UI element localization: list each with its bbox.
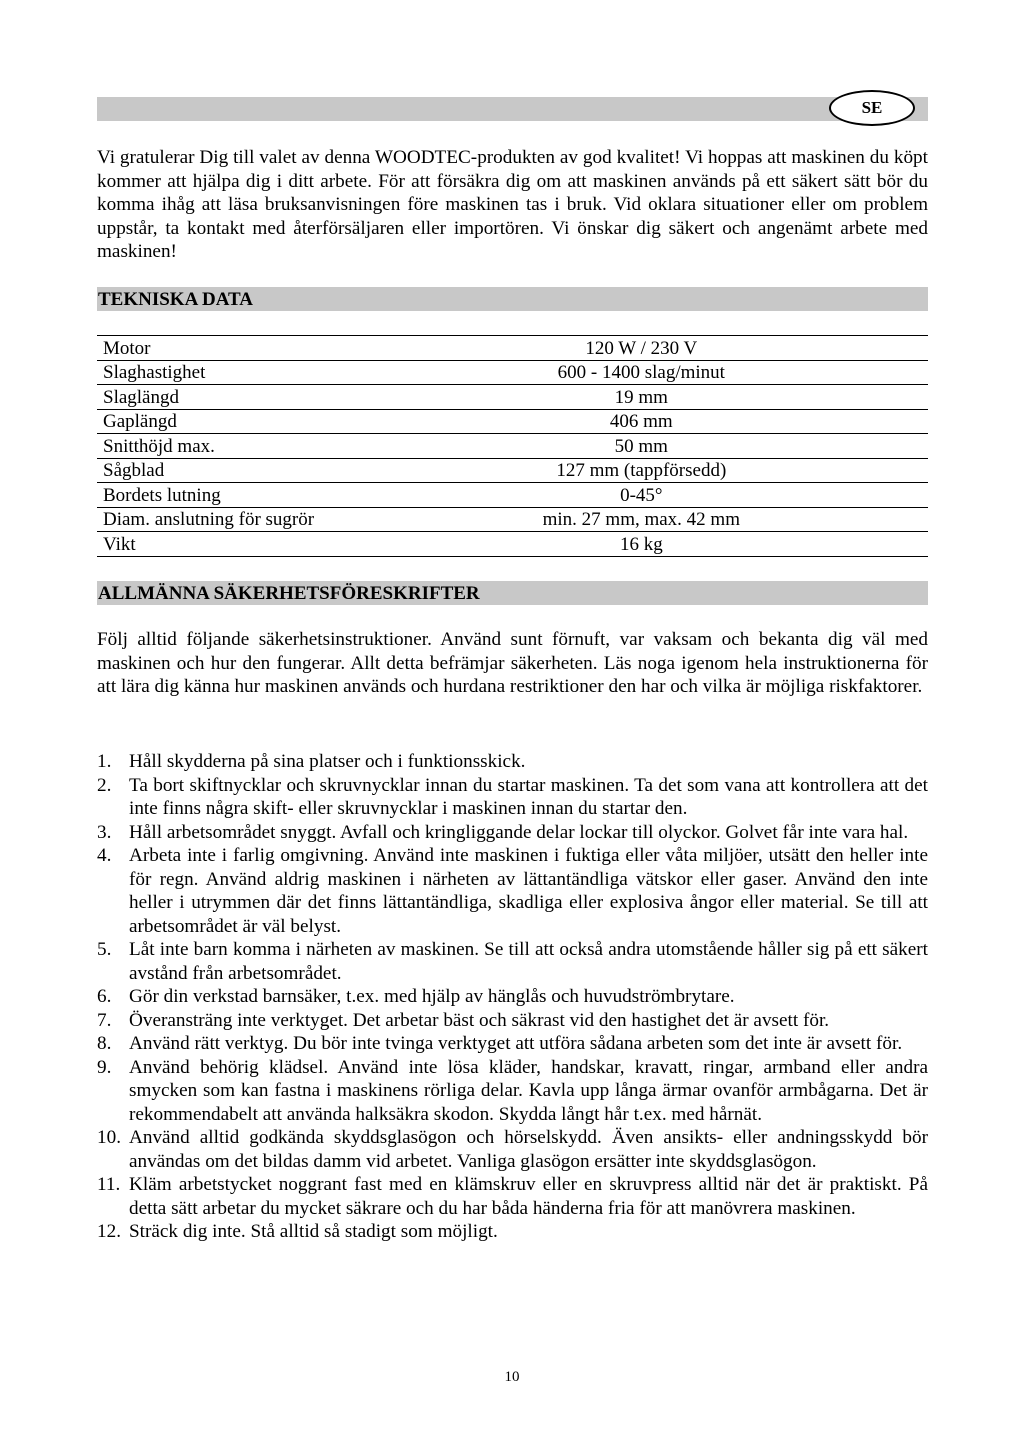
list-item-text: Håll arbetsområdet snyggt. Avfall och kringliggande delar lockar till olyckor. Golvet får inte vara hal.: [129, 821, 909, 843]
spec-label: Slaghastighet: [97, 360, 355, 385]
header-bar: [97, 97, 928, 121]
table-row: [97, 409, 928, 434]
table-row: [97, 507, 928, 532]
list-item: [97, 774, 928, 821]
spec-value: 0-45°: [355, 483, 928, 508]
tech-data-heading: TEKNISKA DATA: [97, 287, 928, 311]
list-item: [97, 985, 928, 1009]
page-number: 10: [504, 1369, 520, 1385]
spec-label: Gaplängd: [97, 409, 355, 434]
safety-rules-list: [97, 750, 928, 1244]
list-item: [97, 1056, 928, 1127]
spec-label: Slaglängd: [97, 385, 355, 410]
spec-label: Bordets lutning: [97, 483, 355, 508]
spec-label: Sågblad: [97, 458, 355, 483]
list-item: [97, 1173, 928, 1220]
list-item-number: 12.: [97, 1221, 121, 1242]
list-item-number: 10.: [97, 1127, 121, 1148]
table-row: [97, 434, 928, 459]
list-item-text: Låt inte barn komma i närheten av maskinen. Se till att också andra utomstående håller sig på ett säkert avstånd från arbetsområdet.: [129, 939, 928, 984]
spec-value: min. 27 mm, max. 42 mm: [355, 507, 928, 532]
list-item-text: Sträck dig inte. Stå alltid så stadigt som möjligt.: [129, 1221, 498, 1242]
spec-label: Snitthöjd max.: [97, 434, 355, 459]
list-item: [97, 750, 928, 774]
list-item-number: 1.: [97, 751, 112, 772]
list-item-text: Ta bort skiftnycklar och skruvnycklar innan du startar maskinen. Ta det som vana att kontrollera att det inte finns några skift- eller skruvnycklar i maskinen innan du startar den.: [129, 774, 928, 819]
list-item-text: Gör din verkstad barnsäker, t.ex. med hjälp av hänglås och huvudströmbrytare.: [129, 986, 735, 1007]
table-row: [97, 336, 928, 361]
list-item-number: 5.: [97, 939, 112, 960]
spec-value: 120 W / 230 V: [355, 336, 928, 361]
spec-label: Vikt: [97, 532, 355, 557]
spec-value: 16 kg: [355, 532, 928, 557]
list-item-text: Använd alltid godkända skyddsglasögon och hörselskydd. Även ansikts- eller andningsskydd bör användas om det bildas damm vid arbetet. Vanliga glasögon ersätter inte skyddsglasögon.: [129, 1127, 928, 1172]
list-item-text: Överansträng inte verktyget. Det arbetar bäst och säkrast vid den hastighet det är avsett för.: [129, 1009, 830, 1031]
spec-value: 600 - 1400 slag/minut: [355, 360, 928, 385]
list-item: [97, 844, 928, 938]
list-item: [97, 1009, 928, 1033]
table-row: [97, 532, 928, 557]
spec-value: 19 mm: [355, 385, 928, 410]
safety-intro-paragraph: Följ alltid följande säkerhetsinstruktioner. Använd sunt förnuft, var vaksam och bekanta dig väl med maskinen och hur den fungerar. Allt detta befrämjar säkerheten. Läs noga igenom hela instruktionerna för att lära dig känna hur maskinen används och hurdana restriktioner den har och vilka är möjliga riskfaktorer.: [97, 629, 928, 697]
table-row: [97, 483, 928, 508]
safety-heading: ALLMÄNNA SÄKERHETSFÖRESKRIFTER: [97, 581, 928, 605]
list-item-number: 2.: [97, 774, 112, 796]
list-item-text: Använd rätt verktyg. Du bör inte tvinga verktyget att utföra sådana arbeten som det inte är avsett för.: [129, 1033, 903, 1054]
list-item-number: 6.: [97, 986, 112, 1007]
spec-label: Diam. anslutning för sugrör: [97, 507, 355, 532]
list-item: [97, 938, 928, 985]
list-item-text: Kläm arbetstycket noggrant fast med en klämskruv eller en skruvpress alltid när det är praktiskt. På detta sätt arbetar du mycket säkrare och du har båda händerna fria för att manövrera maskinen.: [129, 1174, 928, 1219]
list-item: [97, 1220, 928, 1244]
list-item-number: 8.: [97, 1033, 112, 1054]
list-item: [97, 1126, 928, 1173]
intro-paragraph: Vi gratulerar Dig till valet av denna WOODTEC-produkten av god kvalitet! Vi hoppas att maskinen du köpt kommer att hjälpa dig i ditt arbete. För att försäkra dig om att maskinen används på ett säkert sätt bör du komma ihåg att läsa bruksanvisningen före maskinen tas i bruk. Vid oklara situationer eller om problem uppstår, ta kontakt med återförsäljaren eller importören. Vi önskar dig säkert och angenämt arbete med maskinen!: [97, 147, 928, 262]
list-item-text: Arbeta inte i farlig omgivning. Använd inte maskinen i fuktiga eller våta miljöer, utsätt den heller inte för regn. Använd aldrig maskinen i närheten av lättantändliga vätskor eller gaser. Använd den inte heller i utrymmen där det finns lättantändliga, skadliga eller explosiva ångor eller material. Se till att arbetsområdet är väl belyst.: [129, 845, 928, 937]
tech-data-table: [97, 335, 928, 557]
list-item-text: Håll skydderna på sina platser och i funktionsskick.: [129, 751, 526, 772]
list-item-number: 11.: [97, 1174, 121, 1195]
list-item-number: 7.: [97, 1009, 112, 1031]
list-item: [97, 821, 928, 845]
list-item-number: 9.: [97, 1056, 112, 1078]
list-item-number: 3.: [97, 821, 112, 843]
table-row: [97, 385, 928, 410]
table-row: [97, 458, 928, 483]
list-item-text: Använd behörig klädsel. Använd inte lösa kläder, handskar, kravatt, ringar, armband eller andra smycken som kan fastna i maskinens rörliga delar. Kavla upp långa ärmar ovanför armbågarna. Det är rekommendabelt att använda halksäkra skodon. Skydda långt hår t.ex. med hårnät.: [129, 1056, 928, 1125]
spec-label: Motor: [97, 336, 355, 361]
table-row: [97, 360, 928, 385]
language-badge: SE: [829, 90, 915, 126]
spec-value: 50 mm: [355, 434, 928, 459]
list-item: [97, 1032, 928, 1056]
list-item-number: 4.: [97, 845, 112, 866]
spec-value: 127 mm (tappförsedd): [355, 458, 928, 483]
spec-value: 406 mm: [355, 409, 928, 434]
